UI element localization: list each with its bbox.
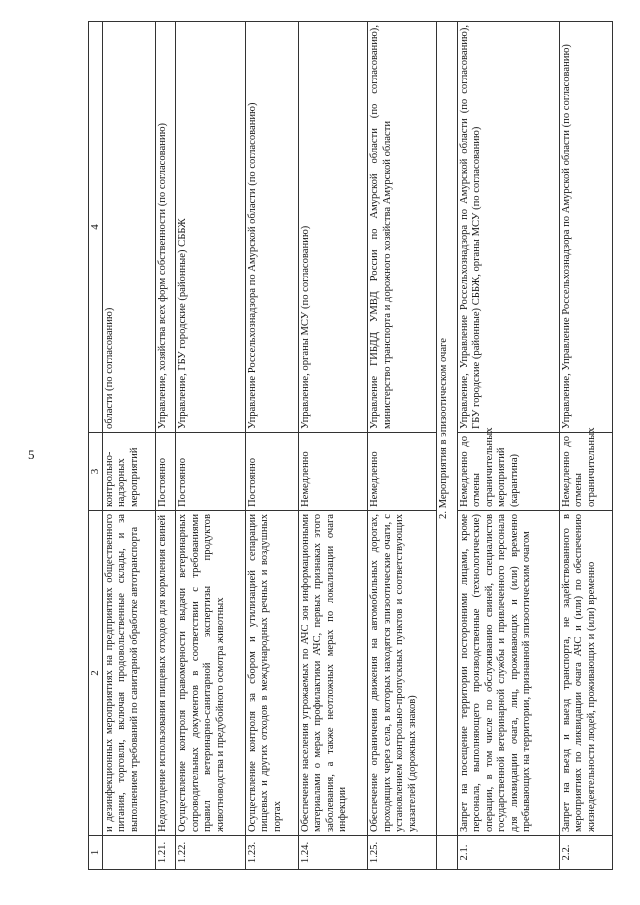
- term-cell: Постоянно: [176, 433, 245, 511]
- measure-cell: Осуществление контроля за сбором и утилизацией сепарации пищевых и других отходов в международных речных и воздушных портах: [245, 511, 298, 836]
- measure-cell: Обеспечение населения угрожаемых по АЧС зон информационными материалами о мерах профилактики АЧС, первых признаках этого заболевания, а также неотложных мерах по локализации очага инфекции: [298, 511, 367, 836]
- responsible-cell: Управление, Управление Россельхознадзора по Амурской области (по согласованию), ГБУ городские (районные) СББЖ, органы МСУ (по согласованию): [457, 22, 559, 433]
- responsible-cell: области (по согласованию): [102, 22, 155, 433]
- table-row: [559, 22, 612, 870]
- section-row: [437, 22, 457, 870]
- table-row: [176, 22, 245, 870]
- measure-cell: Осуществление контроля правомерности выдачи ветеринарных сопроводительных документов в соответствии с требованиями правил ветеринарно-санитарной экспертизы продуктов животноводства и предубойного осмотра животных: [176, 511, 245, 836]
- row-number: 1.22.: [176, 836, 245, 870]
- measures-table: [88, 21, 613, 870]
- table-row: [457, 22, 559, 870]
- term-cell: Немедленно: [298, 433, 367, 511]
- header-col-4: 4: [89, 22, 103, 433]
- rotated-table-container: [88, 22, 613, 870]
- measure-cell: Обеспечение ограничения движения на автомобильных дорогах, проходящих через села, в которых находятся эпизоотические очаги, с установлением контрольно-пропускных пунктов и соответствующих указателей (дорожных знаков): [368, 511, 437, 836]
- table-row: [245, 22, 298, 870]
- table-row: [102, 22, 155, 870]
- section-empty-cell: [437, 836, 457, 870]
- header-row: [89, 22, 103, 870]
- header-col-2: 2: [89, 511, 103, 836]
- table-row: [298, 22, 367, 870]
- header-col-3: 3: [89, 433, 103, 511]
- measure-cell: Недопущение использования пищевых отходов для кормления свиней: [156, 511, 176, 836]
- header-col-1: 1: [89, 836, 103, 870]
- measure-cell: и дезинфекционных мероприятиях на предприятиях общественного питания, торговли, включая продовольственные склады, и за выполнением требований по санитарной обработке автотранспорта: [102, 511, 155, 836]
- section-title: 2. Мероприятия в эпизоотическом очаге: [437, 22, 457, 836]
- measure-cell: Запрет на посещение территории посторонними лицами, кроме персонала, выполняющего производственные (технологические) операции, в том числе по обслуживанию свиней, специалистов государственной ветеринарной службы и привлеченного персонала для ликвидации очага, лиц, проживающих и (или) временно пребывающих на территории, признанной эпизоотическим очагом: [457, 511, 559, 836]
- responsible-cell: Управление Россельхознадзора по Амурской области (по согласованию): [245, 22, 298, 433]
- row-number: [102, 836, 155, 870]
- measures-table-body: [89, 22, 613, 870]
- measure-cell: Запрет на въезд и выезд транспорта, не задействованного в мероприятиях по ликвидации очага АЧС и (или) по обеспечению жизнедеятельности людей, проживающих и (или) временно: [559, 511, 612, 836]
- term-cell: Немедленно до отмены ограничительных: [559, 433, 612, 511]
- responsible-cell: Управление, органы МСУ (по согласованию): [298, 22, 367, 433]
- term-cell: контрольно-надзорных мероприятий: [102, 433, 155, 511]
- row-number: 2.2.: [559, 836, 612, 870]
- row-number: 1.23.: [245, 836, 298, 870]
- term-cell: Постоянно: [245, 433, 298, 511]
- row-number: 2.1.: [457, 836, 559, 870]
- table-row: [156, 22, 176, 870]
- page-number: 5: [28, 447, 35, 462]
- table-row: [368, 22, 437, 870]
- term-cell: Постоянно: [156, 433, 176, 511]
- responsible-cell: Управление, ГБУ городские (районные) СББЖ: [176, 22, 245, 433]
- row-number: 1.24.: [298, 836, 367, 870]
- row-number: 1.21.: [156, 836, 176, 870]
- row-number: 1.25.: [368, 836, 437, 870]
- responsible-cell: Управление ГИБДД УМВД России по Амурской области (по согласованию), министерство транспорта и дорожного хозяйства Амурской области: [368, 22, 437, 433]
- term-cell: Немедленно до отмены ограничительных мероприятий (карантина): [457, 433, 559, 511]
- responsible-cell: Управление, хозяйства всех форм собственности (по согласованию): [156, 22, 176, 433]
- term-cell: Немедленно: [368, 433, 437, 511]
- responsible-cell: Управление, Управление Россельхознадзора по Амурской области (по согласованию): [559, 22, 612, 433]
